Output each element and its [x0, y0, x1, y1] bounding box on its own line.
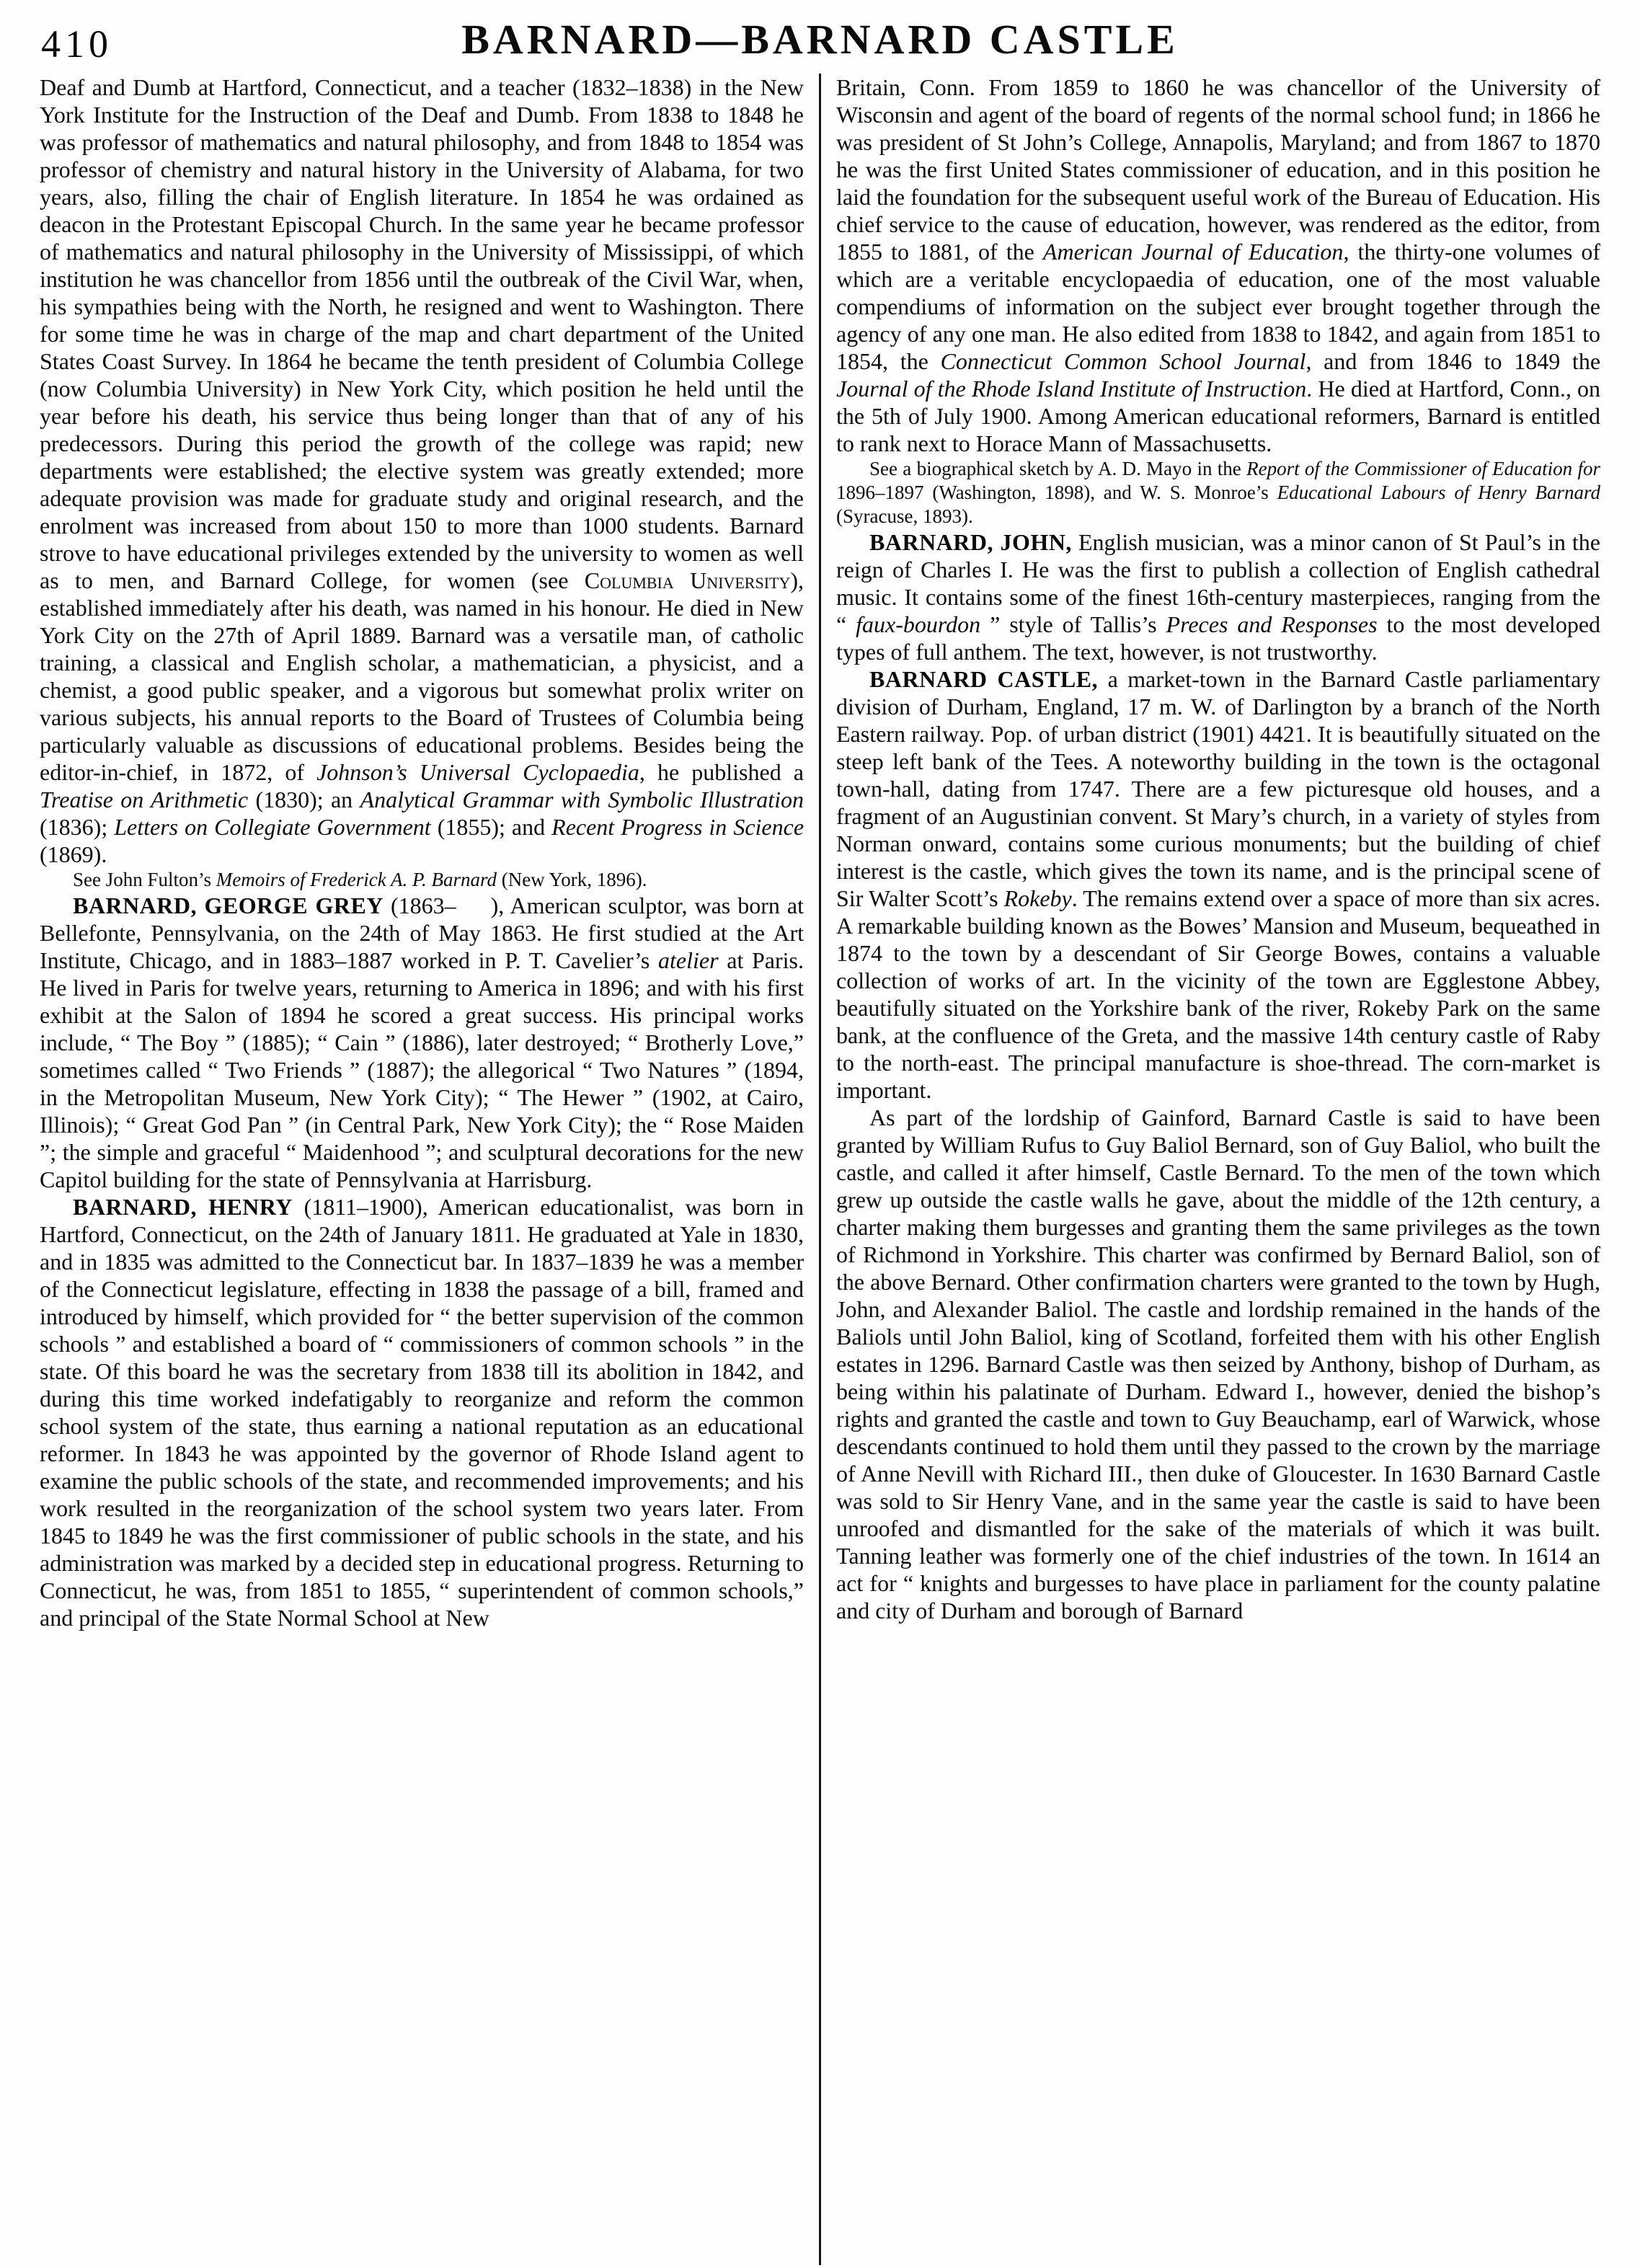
text-run: Britain, Conn. From 1859 to 1860 he was chancellor of the University of Wisconsin and agent of the board of regents of the normal school fund; in 1866 he was president of St John’s College, Annapolis, Maryland; and from 1867 to 1870 he was the first United States commissioner of education, and in this position he laid the foundation for the subsequent useful work of the Bureau of Education. His chief service to the cause of education, however, was rendered as the editor, from 1855 to 1881, of the [836, 74, 1600, 265]
text-run: , the thirty-one volumes of which are a veritable encyclopaedia of education, one of the most valuable compendiums of information on the subject ever brought together through the agency of any one man. He also edited from 1838 to 1842, and again from 1851 to 1854, the [836, 239, 1601, 374]
text-run: a market-town in the Barnard Castle parliamentary division of Durham, England, 17 m. W. of Darlington by a branch of the North Eastern railway. Pop. of urban district (1901) 4421. It is beautifully situated on the steep left bank of the Tees. A noteworthy building in the town is the octagonal town-hall, dating from 1747. There are a few picturesque old houses, and a fragment of an Augustinian convent. St Mary’s church, in a variety of styles from Norman onward, contains some curious monuments; but the building of chief interest is the castle, which gives the town its name, and is the principal scene of Sir Walter Scott’s [836, 666, 1601, 911]
page-title: BARNARD—BARNARD CASTLE [461, 16, 1179, 63]
text-run: (1855); and [430, 814, 552, 840]
column-left [40, 74, 804, 2265]
italic-text: Memoirs of Frederick A. P. Barnard [216, 869, 497, 890]
text-run: English musician, was a minor canon of St Paul’s in the reign of Charles I. He was the first to publish a collection of English cathedral music. It contains some of the finest 16th-century masterpieces, ranging from the “ [836, 529, 1601, 637]
text-run: ), established immediately after his death, was named in his honour. He died in New York City on the 27th of April 1889. Barnard was a versatile man, of catholic training, a classical and English scholar, a mathematician, a physicist, and a chemist, a good public speaker, and a vigorous but somewhat prolix writer on various subjects, his annual reports to the Board of Trustees of Columbia being particularly valuable as discussions of educational problems. Besides being the editor-in-chief, in 1872, of [40, 567, 805, 785]
italic-text: faux-bourdon [856, 611, 981, 637]
italic-text: Johnson’s Universal Cyclopaedia [316, 759, 639, 785]
column-right [836, 74, 1600, 2265]
bold-lead: BARNARD, HENRY [73, 1194, 293, 1220]
bold-lead: BARNARD, GEORGE GREY [73, 892, 384, 918]
paragraph-continuation [40, 74, 804, 868]
text-run: (1830); an [248, 787, 360, 812]
text-run: ” style of Tallis’s [980, 611, 1166, 637]
italic-text: Journal of the Rhode Island Institute of Instruction [836, 376, 1307, 402]
text-run: (Syracuse, 1893). [836, 505, 973, 527]
italic-text: Preces and Responses [1166, 611, 1378, 637]
page-number: 410 [41, 22, 112, 66]
italic-text: Rokeby [1003, 885, 1072, 911]
text-run: As part of the lordship of Gainford, Barnard Castle is said to have been granted by William Rufus to Guy Baliol Bernard, son of Guy Baliol, who built the castle, and called it after himself, Castle Bernard. To the men of the town which grew up outside the castle walls he gave, about the middle of the 12th century, a charter making them burgesses and granting them the same privileges as the town of Richmond in Yorkshire. This charter was confirmed by Bernard Baliol, son of the above Bernard. Other confirmation charters were granted to the town by Hugh, John, and Alexander Baliol. The castle and lordship remained in the hands of the Baliols until John Baliol, king of Scotland, forfeited them with his other English estates in 1296. Barnard Castle was then seized by Anthony, bishop of Durham, as being within his palatinate of Durham. Edward I., however, denied the bishop’s rights and granted the castle and town to Guy Beauchamp, earl of Warwick, whose descendants continued to hold them until they passed to the crown by the marriage of Anne Nevill with Richard III., then duke of Gloucester. In 1630 Barnard Castle was sold to Sir Henry Vane, and in the same year the castle is said to have been unroofed and dismantled for the sake of the materials of which it was built. Tanning leather was formerly one of the chief industries of the town. In 1614 an act for “ knights and burgesses to have place in parliament for the county palatine and city of Durham and borough of Barnard [836, 1104, 1600, 1624]
italic-text: atelier [658, 947, 719, 973]
italic-text: Analytical Grammar with Symbolic Illustration [360, 787, 805, 812]
italic-text: Connecticut Common School Journal [940, 348, 1306, 374]
paragraph-entry [836, 528, 1600, 665]
text-run: . He died at Hartford, Conn., on the 5th of July 1900. Among American educational reformers, Barnard is entitled to rank next to Horace Mann of Massachusetts. [836, 376, 1601, 456]
text-run: (1869). [40, 841, 107, 867]
text-run: at Paris. He lived in Paris for twelve years, returning to America in 1896; and with his first exhibit at the Salon of 1894 he scored a great success. His principal works include, “ The Boy ” (1885); “ Cain ” (1886), later destroyed; “ Brotherly Love,” sometimes called “ Two Friends ” (1887); the allegorical “ Two Natures ” (1894, in the Metropolitan Museum, New York City); “ The Hewer ” (1902, at Cairo, Illinois); “ Great God Pan ” (in Central Park, New York City); the “ Rose Maiden ”; the simple and graceful “ Maidenhood ”; and sculptural decorations for the new Capitol building for the state of Pennsylvania at Harrisburg. [40, 947, 805, 1192]
text-run: , he published a [639, 759, 805, 785]
paragraph-note [836, 457, 1600, 528]
text-run: See John Fulton’s [73, 869, 216, 890]
small-caps-text: Columbia University [584, 567, 791, 593]
text-run: . The remains extend over a space of more than six acres. A remarkable building known as the Bowes’ Mansion and Museum, bequeathed in 1874 to the town by a descendant of Sir George Bowes, contains a valuable collection of works of art. In the vicinity of the town are Egglestone Abbey, beautifully situated on the Yorkshire bank of the river, Rokeby Park on the same bank, at the confluence of the Greta, and the massive 14th century castle of Raby to the north-east. The principal manufacture is shoe-thread. The corn-market is important. [836, 885, 1601, 1103]
paragraph-entry [40, 892, 804, 1193]
bold-lead: BARNARD CASTLE, [869, 666, 1099, 692]
text-run: (1836); [40, 814, 115, 840]
paragraph-body [836, 1104, 1600, 1624]
italic-text: American Journal of Education [1042, 239, 1344, 265]
italic-text: Recent Progress in Science [551, 814, 805, 840]
italic-text: Letters on Collegiate Government [114, 814, 431, 840]
columns [0, 69, 1640, 2265]
column-divider [819, 74, 821, 2265]
italic-text: Report of the Commissioner of Education for [1246, 458, 1600, 479]
text-run: (1863– ), American sculptor, was born at Bellefonte, Pennsylvania, on the 24th of May 1863. He first studied at the Art Institute, Chicago, and in 1883–1887 worked in P. T. Cavelier’s [40, 892, 805, 973]
text-run: See a biographical sketch by A. D. Mayo in the [869, 458, 1247, 479]
bold-lead: BARNARD, JOHN, [869, 529, 1072, 555]
paragraph-entry [40, 1193, 804, 1631]
paragraph-note [40, 868, 804, 892]
text-run: 1896–1897 (Washington, 1898), and W. S. Monroe’s [836, 482, 1277, 503]
text-run: , and from 1846 to 1849 the [1306, 348, 1601, 374]
text-run: (New York, 1896). [497, 869, 647, 890]
italic-text: Educational Labours of Henry Barnard [1277, 482, 1600, 503]
text-run: Deaf and Dumb at Hartford, Connecticut, and a teacher (1832–1838) in the New York Institute for the Instruction of the Deaf and Dumb. From 1838 to 1848 he was professor of mathematics and natural philosophy, and from 1848 to 1854 was professor of chemistry and natural history in the University of Alabama, for two years, also, filling the chair of English literature. In 1854 he was ordained as deacon in the Protestant Episcopal Church. In the same year he became professor of mathematics and natural philosophy in the University of Mississippi, of which institution he was chancellor from 1856 until the outbreak of the Civil War, when, his sympathies being with the North, he resigned and went to Washington. There for some time he was in charge of the map and chart department of the United States Coast Survey. In 1864 he became the tenth president of Columbia College (now Columbia University) in New York City, which position he held until the year before his death, his service thus being longer than that of any of his predecessors. During this period the growth of the college was rapid; new departments were established; the elective system was greatly extended; more adequate provision was made for graduate study and original research, and the enrolment was increased from about 150 to more than 1000 students. Barnard strove to have educational privileges extended by the university to women as well as to men, and Barnard College, for women (see [40, 74, 804, 593]
italic-text: Treatise on Arithmetic [40, 787, 249, 812]
text-run: (1811–1900), American educationalist, was born in Hartford, Connecticut, on the 24th of January 1811. He graduated at Yale in 1830, and in 1835 was admitted to the Connecticut bar. In 1837–1839 he was a member of the Connecticut legislature, effecting in 1838 the passage of a bill, framed and introduced by himself, which provided for “ the better supervision of the common schools ” and established a board of “ commissioners of common schools ” in the state. Of this board he was the secretary from 1838 till its abolition in 1842, and during this time worked indefatigably to reorganize and reform the common school system of the state, thus earning a national reputation as an educational reformer. In 1843 he was appointed by the governor of Rhode Island agent to examine the public schools of the state, and recommended improvements; and his work resulted in the reorganization of the school system two years later. From 1845 to 1849 he was the first commissioner of public schools in the state, and his administration was marked by a decided step in educational progress. Returning to Connecticut, he was, from 1851 to 1855, “ superintendent of common schools,” and principal of the State Normal School at New [40, 1194, 805, 1631]
paragraph-continuation [836, 74, 1600, 457]
paragraph-entry [836, 665, 1600, 1104]
text-run: to the most developed types of full anthem. The text, however, is not trustworthy. [836, 611, 1601, 665]
page-header [0, 0, 1640, 69]
